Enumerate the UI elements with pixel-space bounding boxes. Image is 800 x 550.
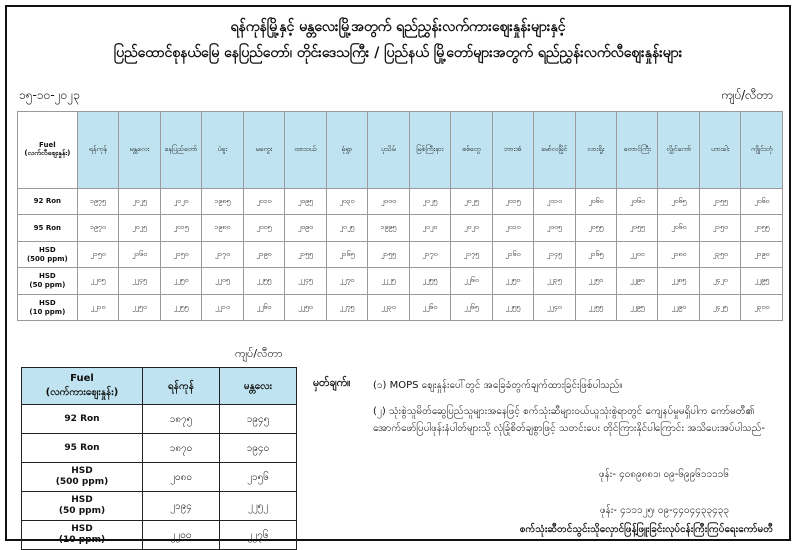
wholesale-price-cell: ၂၂၅၂ [220, 492, 297, 521]
retail-price-cell: ၂၁၅၅ [368, 242, 409, 268]
retail-price-cell: ၂၂၅၀ [575, 268, 616, 295]
retail-price-cell: ၂၂၄၅ [285, 268, 326, 295]
retail-city-header: မုံရွာ [326, 112, 367, 189]
retail-city-header: ပုသိမ် [368, 112, 409, 189]
wholesale-unit-label: ကျပ်/လီတာ [235, 347, 283, 360]
retail-price-cell: ၂၂၈၅ [658, 268, 699, 295]
wholesale-fuel-label: HSD (50 ppm) [22, 492, 143, 521]
notes-label: မှတ်ချက်။ [313, 377, 351, 389]
retail-price-cell: ၂၄၂၀ [699, 268, 740, 295]
wholesale-row [22, 405, 297, 434]
retail-city-header: တောင်ကြီး [616, 112, 657, 189]
retail-price-cell: ၂၂၉၅ [616, 295, 657, 321]
retail-price-cell: ၂၂၆၀ [409, 295, 450, 321]
retail-city-header: ပဲခူး [202, 112, 243, 189]
retail-price-cell: ၂၂၅၀ [160, 268, 201, 295]
wholesale-row [22, 492, 297, 521]
retail-row [18, 242, 783, 268]
retail-price-cell: ၂၁၅၀ [699, 215, 740, 242]
retail-price-cell: ၂၁၆၀ [119, 242, 160, 268]
retail-price-cell: ၂၁၆၅ [326, 242, 367, 268]
retail-row [18, 215, 783, 242]
retail-city-header: ဟားခါး [699, 112, 740, 189]
retail-price-cell: ၂၀၅၅ [616, 215, 657, 242]
retail-price-cell: ၂၂၅၅ [160, 295, 201, 321]
retail-price-cell: ၂၂၅၀ [285, 295, 326, 321]
retail-price-cell: ၂၂၉၅ [741, 268, 783, 295]
retail-price-cell: ၂၃၅၀ [699, 242, 740, 268]
retail-city-header: လွိုင်ကော် [658, 112, 699, 189]
retail-price-cell: ၂၂၆၀ [451, 268, 492, 295]
retail-price-cell: ၂၀၂၅ [326, 215, 367, 242]
wholesale-city-header: ရန်ကုန် [143, 368, 220, 405]
retail-price-cell: ၂၀၂၅ [119, 215, 160, 242]
retail-price-cell: ၂၀၅၅ [575, 215, 616, 242]
retail-price-cell: ၂၂၂၅ [368, 268, 409, 295]
retail-price-cell: ၂၂၁၀ [202, 295, 243, 321]
retail-price-cell: ၂၀၅၅ [741, 215, 783, 242]
retail-price-cell: ၂၂၇၀ [326, 268, 367, 295]
retail-price-cell: ၁၉၈၀ [202, 215, 243, 242]
retail-price-cell: ၂၀၁၀ [492, 215, 533, 242]
wholesale-row [22, 463, 297, 492]
wholesale-price-cell: ၁၉၄၀ [220, 434, 297, 463]
retail-price-cell: ၂၀၂၅ [119, 189, 160, 215]
retail-fuel-label: 92 Ron [18, 189, 78, 215]
retail-price-cell: ၂၂၄၀ [534, 295, 575, 321]
retail-price-cell: ၂၀၆၀ [658, 215, 699, 242]
retail-price-cell: ၂၀၁၀ [534, 189, 575, 215]
retail-price-cell: ၂၁၇၅ [451, 242, 492, 268]
wholesale-header-row [22, 368, 297, 405]
retail-price-cell: ၂၀၆၀ [616, 189, 657, 215]
retail-price-cell: ၂၄၂၅ [699, 295, 740, 321]
retail-price-cell: ၂၂၉၀ [616, 268, 657, 295]
retail-city-header: ရန်ကုန် [77, 112, 118, 189]
retail-price-cell: ၂၁၅၀ [77, 242, 118, 268]
retail-price-cell: ၂၁၄၅ [534, 242, 575, 268]
retail-price-cell: ၂၀၆၀ [741, 189, 783, 215]
retail-price-cell: ၂၁၉၀ [741, 242, 783, 268]
retail-price-cell: ၂၁၇၀ [202, 242, 243, 268]
retail-price-cell: ၂၀၁၀ [243, 189, 284, 215]
wholesale-fuel-label: 92 Ron [22, 405, 143, 434]
retail-price-cell: ၂၁၅၅ [699, 189, 740, 215]
retail-price-cell: ၂၂၁၀ [77, 295, 118, 321]
wholesale-row [22, 434, 297, 463]
retail-price-cell: ၂၂၆၀ [243, 295, 284, 321]
price-notice-sheet [5, 5, 791, 545]
title-line-1: ရန်ကုန်မြို့နှင့် မန္တလေးမြို့အတွက် ရည်ညွှန်းလက်ကားဈေးနှုန်းများနှင့် [230, 19, 566, 35]
retail-price-cell: ၂၂၅၅ [243, 268, 284, 295]
note-item-2: (၂) သုံးစွဲသူမိတ်ဆွေပြည်သူများအနေဖြင့် စက်သုံးဆီများဝယ်ယူသုံးစွဲရာတွင် ကျေနပ်မှုမရှိပါက ကော်မတီ၏ အောက်ဖော်ပြပါဖုန်းနံပါတ်များသို့ လုံခြုံစိတ်ချစွာဖြင့် သတင်းပေး တိုင်ကြားနိုင်ပါကြောင်း အသိပေးအပ်ပါသည်- [373, 406, 765, 434]
retail-price-cell: ၂၀၂၀ [451, 215, 492, 242]
retail-row [18, 295, 783, 321]
retail-header-row [18, 112, 783, 189]
phone-line-1: ဖုန်း- ၄၀၈၉၈၈၁၊ ၀၉-၆၉၉၆၁၁၁၁၆ [598, 469, 729, 480]
retail-row [18, 268, 783, 295]
wholesale-fuel-label: HSD (10 ppm) [22, 521, 143, 550]
retail-price-cell: ၂၀၂၅ [451, 189, 492, 215]
retail-price-cell: ၂၂၅၅ [575, 295, 616, 321]
retail-fuel-label: HSD (10 ppm) [18, 295, 78, 321]
retail-city-header: ထားဝယ် [285, 112, 326, 189]
retail-city-header: လားရှိုး [575, 112, 616, 189]
retail-price-cell: ၁၉၇၅ [77, 189, 118, 215]
issuing-committee: စက်သုံးဆီတင်သွင်းသိုလှောင်ဖြန့်ဖြူးခြင်းလုပ်ငန်းကြီးကြပ်ရေးကော်မတီ [519, 524, 773, 535]
retail-price-cell: ၂၂၉၀ [658, 295, 699, 321]
retail-price-cell: ၁၉၉၅ [368, 215, 409, 242]
retail-price-cell: ၂၂၃၀ [368, 295, 409, 321]
retail-price-cell: ၁၉၈၅ [202, 189, 243, 215]
retail-price-cell: ၂၁၇၀ [409, 242, 450, 268]
retail-city-header: မကွေး [243, 112, 284, 189]
retail-price-cell: ၂၂၃၅ [534, 268, 575, 295]
wholesale-price-cell: ၂၂၇၆ [220, 521, 297, 550]
retail-city-header: စစ်တွေ [451, 112, 492, 189]
wholesale-fuel-label: HSD (500 ppm) [22, 463, 143, 492]
retail-price-cell: ၂၀၆၀ [575, 189, 616, 215]
retail-price-cell: ၂၂၀၅ [77, 268, 118, 295]
retail-price-cell: ၂၀၂၀ [160, 189, 201, 215]
retail-price-cell: ၂၂၅၀ [492, 268, 533, 295]
retail-price-cell: ၂၀၀၅ [534, 215, 575, 242]
title-line-2: ပြည်ထောင်စုနယ်မြေ နေပြည်တော်၊ တိုင်းဒေသကြီး / ပြည်နယ် မြို့တော်များအတွက် ရည်ညွှန်းလက်လီဈေးနှုန်းများ [113, 45, 683, 61]
retail-price-cell: ၂၃၀၀ [741, 295, 783, 321]
phone-line-2: ဖုန်း- ၄၁၁၁၂၅၊ ၀၉-၄၄၀၄၄၃၃၄၃၃ [599, 505, 729, 516]
retail-fuel-label: HSD (500 ppm) [18, 242, 78, 268]
retail-city-header: မော်လမြိုင် [534, 112, 575, 189]
retail-city-header: မြစ်ကြီးနား [409, 112, 450, 189]
wholesale-price-cell: ၂၁၅၆ [220, 463, 297, 492]
retail-price-cell: ၂၁၆၅ [575, 242, 616, 268]
wholesale-price-cell: ၁၉၄၅ [220, 405, 297, 434]
retail-price-cell: ၂၁၅၀ [160, 242, 201, 268]
retail-price-cell: ၂၂၆၅ [451, 295, 492, 321]
retail-price-cell: ၂၀၆၅ [658, 189, 699, 215]
retail-price-cell: ၂၂၅၅ [409, 268, 450, 295]
retail-price-cell: ၂၀၂၀ [409, 215, 450, 242]
retail-price-cell: ၂၂၅၅ [492, 295, 533, 321]
wholesale-fuel-label: 95 Ron [22, 434, 143, 463]
retail-price-cell: ၂၀၂၅ [409, 189, 450, 215]
retail-city-header: ကျိုင်းတုံ [741, 112, 783, 189]
wholesale-price-cell: ၁၈၇၅ [143, 405, 220, 434]
retail-price-cell: ၂၂၄၅ [119, 268, 160, 295]
retail-fuel-label: HSD (50 ppm) [18, 268, 78, 295]
wholesale-city-header: မန္တလေး [220, 368, 297, 405]
wholesale-price-cell: ၁၈၇၀ [143, 434, 220, 463]
wholesale-price-cell: ၂၂၀၀ [143, 521, 220, 550]
issue-date: ၁၅-၁၀-၂၀၂၃ [19, 88, 80, 102]
retail-price-cell: ၂၁၆၀ [492, 242, 533, 268]
retail-fuel-label: 95 Ron [18, 215, 78, 242]
wholesale-price-cell: ၂၁၉၄ [143, 492, 220, 521]
retail-price-cell: ၁၉၇၀ [77, 215, 118, 242]
retail-price-cell: ၂၂၅၀ [119, 295, 160, 321]
wholesale-row [22, 521, 297, 550]
retail-city-header: ဘားအံ [492, 112, 533, 189]
wholesale-fuel-header: Fuel (လက်ကားဈေးနှုန်း) [22, 368, 143, 405]
retail-price-cell: ၂၁၈၀ [658, 242, 699, 268]
retail-row [18, 189, 783, 215]
retail-price-table [17, 111, 783, 321]
retail-price-cell: ၂၀၀၀ [368, 189, 409, 215]
note-item-1: (၁) MOPS ဈေးနှုန်းပေါ်တွင် အခြေခံတွက်ချက်ထားခြင်းဖြစ်ပါသည်။ [373, 380, 623, 391]
wholesale-price-table [21, 367, 297, 550]
retail-price-cell: ၂၂၀၅ [202, 268, 243, 295]
wholesale-price-cell: ၂၀၈၀ [143, 463, 220, 492]
retail-price-cell: ၂၁၅၅ [285, 242, 326, 268]
unit-label: ကျပ်/လီတာ [720, 88, 773, 102]
retail-price-cell: ၂၀၀၅ [243, 215, 284, 242]
retail-price-cell: ၂၂၇၅ [326, 295, 367, 321]
retail-city-header: နေပြည်တော် [160, 112, 201, 189]
retail-price-cell: ၂၂၀၀ [616, 242, 657, 268]
retail-price-cell: ၂၁၉၀ [243, 242, 284, 268]
retail-price-cell: ၂၀၉၅ [285, 189, 326, 215]
retail-fuel-header: Fuel (လက်လီဈေးနှုန်း) [18, 112, 78, 189]
retail-price-cell: ၂၀၁၅ [160, 215, 201, 242]
retail-price-cell: ၂၀၁၅ [492, 189, 533, 215]
retail-price-cell: ၂၀၃၀ [326, 189, 367, 215]
retail-city-header: မန္တလေး [119, 112, 160, 189]
retail-price-cell: ၂၀၉၀ [285, 215, 326, 242]
